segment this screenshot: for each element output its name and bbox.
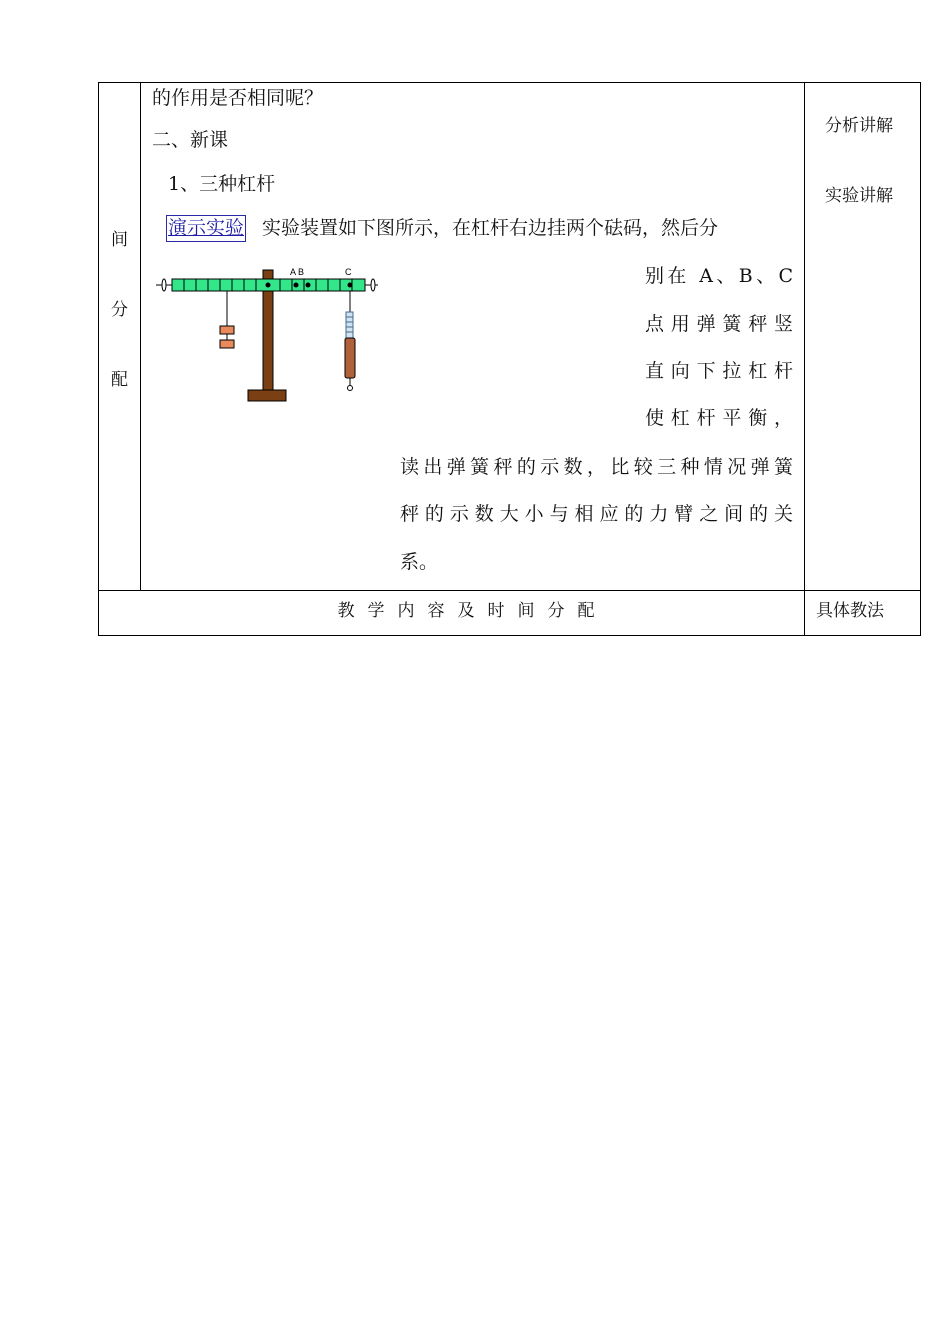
axle-left-end <box>162 279 166 291</box>
wrap-text-line: 别在 A、B、C <box>645 265 793 287</box>
axle-right-end <box>371 279 375 291</box>
wrap-text-line: 直向下拉杠杆 <box>645 360 793 382</box>
left-column-char: 分 <box>111 300 128 320</box>
text-line: 系。 <box>400 551 439 573</box>
section-heading: 二、新课 <box>152 129 229 151</box>
left-column-divider <box>140 82 141 591</box>
footer-divider <box>98 590 921 591</box>
text-line: 秤的示数大小与相应的力臂之间的关 <box>400 503 793 525</box>
text-line: 读出弹簧秤的示数，比较三种情况弹簧 <box>400 456 793 478</box>
wrap-text-line: 点用弹簧秤竖 <box>645 313 793 335</box>
footer-label-method: 具体教法 <box>816 601 884 621</box>
wrap-text-line: 使杠杆平衡， <box>645 407 793 429</box>
pivot-point <box>266 283 271 288</box>
lever-diagram <box>150 260 390 410</box>
point-b <box>306 283 311 288</box>
weight-top <box>220 326 234 334</box>
text-line: 实验装置如下图所示，在杠杆右边挂两个砝码，然后分 <box>262 217 719 239</box>
spring-scale-body <box>345 338 355 378</box>
teaching-note: 分析讲解 <box>825 116 893 136</box>
teaching-note: 实验讲解 <box>825 186 893 206</box>
label-ab: A B <box>290 267 305 277</box>
demo-experiment-link[interactable]: 演示实验 <box>166 215 246 242</box>
right-column-divider <box>804 82 805 636</box>
left-column-char: 间 <box>111 230 128 250</box>
stand-base <box>248 390 286 401</box>
subsection-heading: 1、三种杠杆 <box>168 173 276 195</box>
point-a <box>294 283 299 288</box>
left-column-char: 配 <box>111 370 128 390</box>
spring-scale-spring <box>346 312 353 338</box>
text-line: 的作用是否相同呢？ <box>152 87 324 109</box>
label-c: C <box>345 267 352 277</box>
spring-scale-hook <box>348 386 353 391</box>
footer-label-content: 教学内容及时间分配 <box>337 601 608 621</box>
point-c <box>348 283 353 288</box>
weight-bottom <box>220 340 234 348</box>
